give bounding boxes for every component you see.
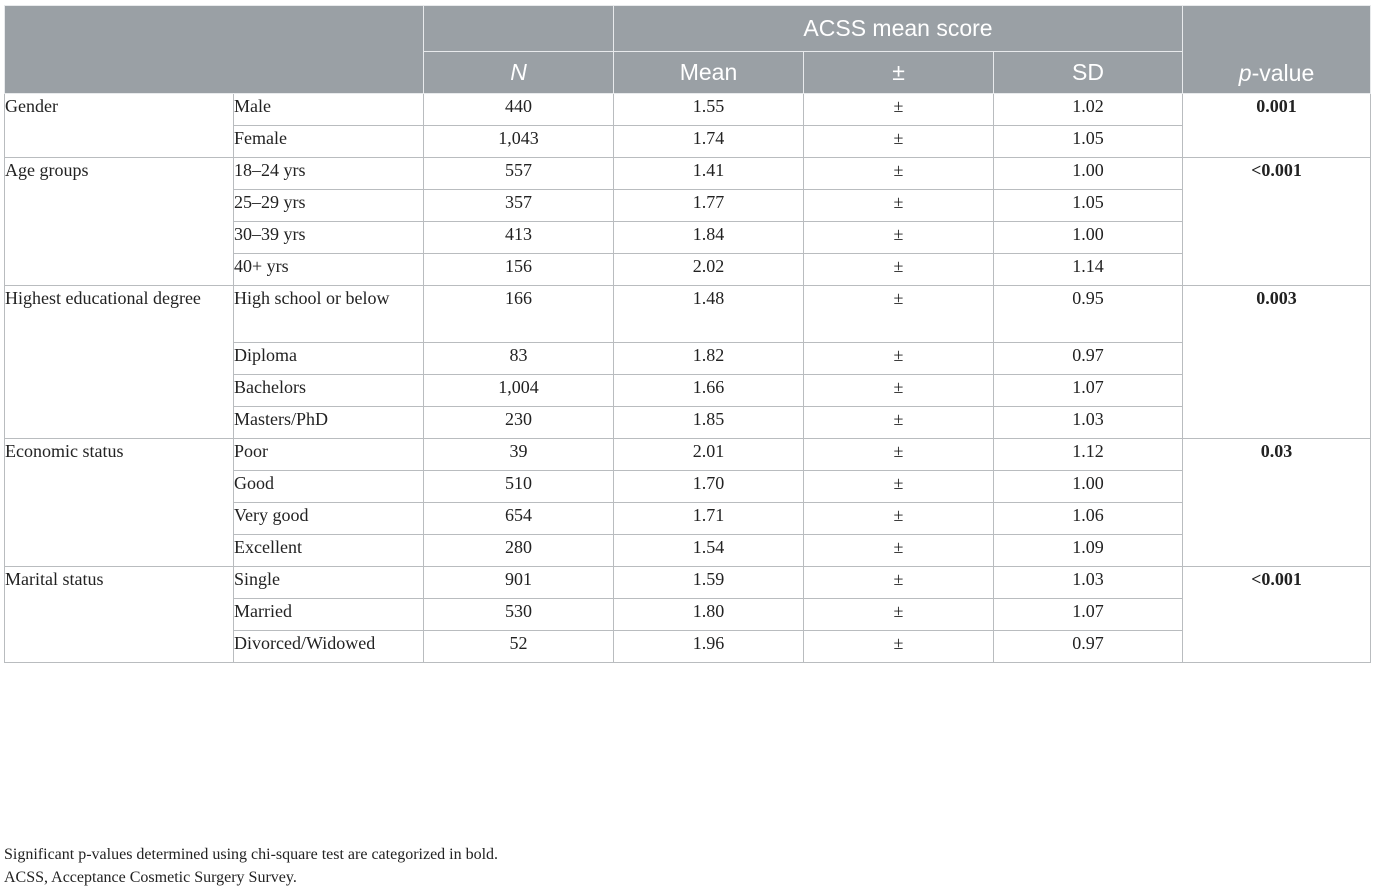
n-value: 530 [424, 599, 614, 631]
header-n [424, 52, 614, 94]
pm-sign: ± [804, 471, 994, 503]
n-value: 413 [424, 222, 614, 254]
pm-sign: ± [804, 126, 994, 158]
pm-sign: ± [804, 190, 994, 222]
mean-value: 1.96 [614, 631, 804, 663]
n-value: 510 [424, 471, 614, 503]
sd-value: 1.00 [994, 471, 1183, 503]
pm-sign: ± [804, 503, 994, 535]
mean-value: 1.85 [614, 407, 804, 439]
n-value: 230 [424, 407, 614, 439]
sd-value: 1.03 [994, 407, 1183, 439]
pm-sign: ± [804, 222, 994, 254]
row-label: High school or below [234, 286, 424, 343]
mean-value: 2.01 [614, 439, 804, 471]
row-label: 40+ yrs [234, 254, 424, 286]
sd-value: 1.05 [994, 190, 1183, 222]
header-blank-n-top [424, 6, 614, 52]
table-body [5, 94, 1371, 663]
row-label: Very good [234, 503, 424, 535]
table-header [5, 6, 1371, 94]
sd-value: 1.00 [994, 158, 1183, 190]
row-label: Married [234, 599, 424, 631]
sd-value: 1.02 [994, 94, 1183, 126]
n-value: 280 [424, 535, 614, 567]
sd-value: 1.00 [994, 222, 1183, 254]
row-label: Diploma [234, 343, 424, 375]
p-value: 0.003 [1183, 286, 1371, 439]
sd-value: 1.05 [994, 126, 1183, 158]
footnote-significance: Significant p-values determined using chi-square test are categorized in bold. [4, 846, 499, 863]
n-value: 654 [424, 503, 614, 535]
n-value: 557 [424, 158, 614, 190]
pm-sign: ± [804, 535, 994, 567]
category-label: Gender [5, 94, 234, 158]
table-row [5, 286, 1371, 343]
pm-sign: ± [804, 599, 994, 631]
mean-value: 1.80 [614, 599, 804, 631]
p-value: 0.03 [1183, 439, 1371, 567]
header-p-rest: -value [1251, 60, 1315, 86]
table-row [5, 567, 1371, 599]
row-label: Good [234, 471, 424, 503]
header-mean: Mean [614, 52, 804, 94]
mean-value: 1.48 [614, 286, 804, 343]
sd-value: 1.14 [994, 254, 1183, 286]
mean-value: 1.70 [614, 471, 804, 503]
sd-value: 1.07 [994, 375, 1183, 407]
mean-value: 1.41 [614, 158, 804, 190]
pm-sign: ± [804, 375, 994, 407]
n-value: 166 [424, 286, 614, 343]
pm-sign: ± [804, 343, 994, 375]
table-row [5, 158, 1371, 190]
row-label: Excellent [234, 535, 424, 567]
mean-value: 1.55 [614, 94, 804, 126]
sd-value: 1.03 [994, 567, 1183, 599]
n-value: 83 [424, 343, 614, 375]
row-label: Masters/PhD [234, 407, 424, 439]
pm-sign: ± [804, 94, 994, 126]
n-value: 52 [424, 631, 614, 663]
table-row [5, 439, 1371, 471]
sd-value: 1.06 [994, 503, 1183, 535]
sd-value: 1.07 [994, 599, 1183, 631]
n-value: 357 [424, 190, 614, 222]
pm-sign: ± [804, 158, 994, 190]
row-label: Divorced/Widowed [234, 631, 424, 663]
pm-sign: ± [804, 439, 994, 471]
p-value: <0.001 [1183, 567, 1371, 663]
row-label: 25–29 yrs [234, 190, 424, 222]
mean-value: 1.59 [614, 567, 804, 599]
n-value: 1,004 [424, 375, 614, 407]
row-label: Bachelors [234, 375, 424, 407]
sd-value: 1.12 [994, 439, 1183, 471]
pm-sign: ± [804, 631, 994, 663]
header-p-italic: p [1238, 60, 1252, 86]
table-row [5, 94, 1371, 126]
n-value: 156 [424, 254, 614, 286]
mean-value: 1.74 [614, 126, 804, 158]
mean-value: 1.66 [614, 375, 804, 407]
acss-table [4, 5, 1371, 663]
mean-value: 1.84 [614, 222, 804, 254]
header-blank-cell [5, 6, 424, 94]
header-p-value [1183, 6, 1371, 94]
header-n-label: N [510, 59, 527, 85]
row-label: Male [234, 94, 424, 126]
sd-value: 1.09 [994, 535, 1183, 567]
p-value: <0.001 [1183, 158, 1371, 286]
header-pm: ± [804, 52, 994, 94]
mean-value: 1.54 [614, 535, 804, 567]
p-value: 0.001 [1183, 94, 1371, 158]
row-label: 30–39 yrs [234, 222, 424, 254]
mean-value: 1.77 [614, 190, 804, 222]
pm-sign: ± [804, 254, 994, 286]
row-label: Poor [234, 439, 424, 471]
sd-value: 0.97 [994, 631, 1183, 663]
sd-value: 0.97 [994, 343, 1183, 375]
category-label: Age groups [5, 158, 234, 286]
pm-sign: ± [804, 567, 994, 599]
category-label: Marital status [5, 567, 234, 663]
n-value: 440 [424, 94, 614, 126]
sd-value: 0.95 [994, 286, 1183, 343]
header-acss-mean-score: ACSS mean score [614, 6, 1183, 52]
category-label: Economic status [5, 439, 234, 567]
category-label: Highest educational degree [5, 286, 234, 439]
pm-sign: ± [804, 407, 994, 439]
mean-value: 1.82 [614, 343, 804, 375]
row-label: 18–24 yrs [234, 158, 424, 190]
pm-sign: ± [804, 286, 994, 343]
n-value: 1,043 [424, 126, 614, 158]
header-sd: SD [994, 52, 1183, 94]
n-value: 39 [424, 439, 614, 471]
mean-value: 1.71 [614, 503, 804, 535]
footnote-acss: ACSS, Acceptance Cosmetic Surgery Survey. [4, 869, 297, 886]
row-label: Single [234, 567, 424, 599]
mean-value: 2.02 [614, 254, 804, 286]
row-label: Female [234, 126, 424, 158]
n-value: 901 [424, 567, 614, 599]
